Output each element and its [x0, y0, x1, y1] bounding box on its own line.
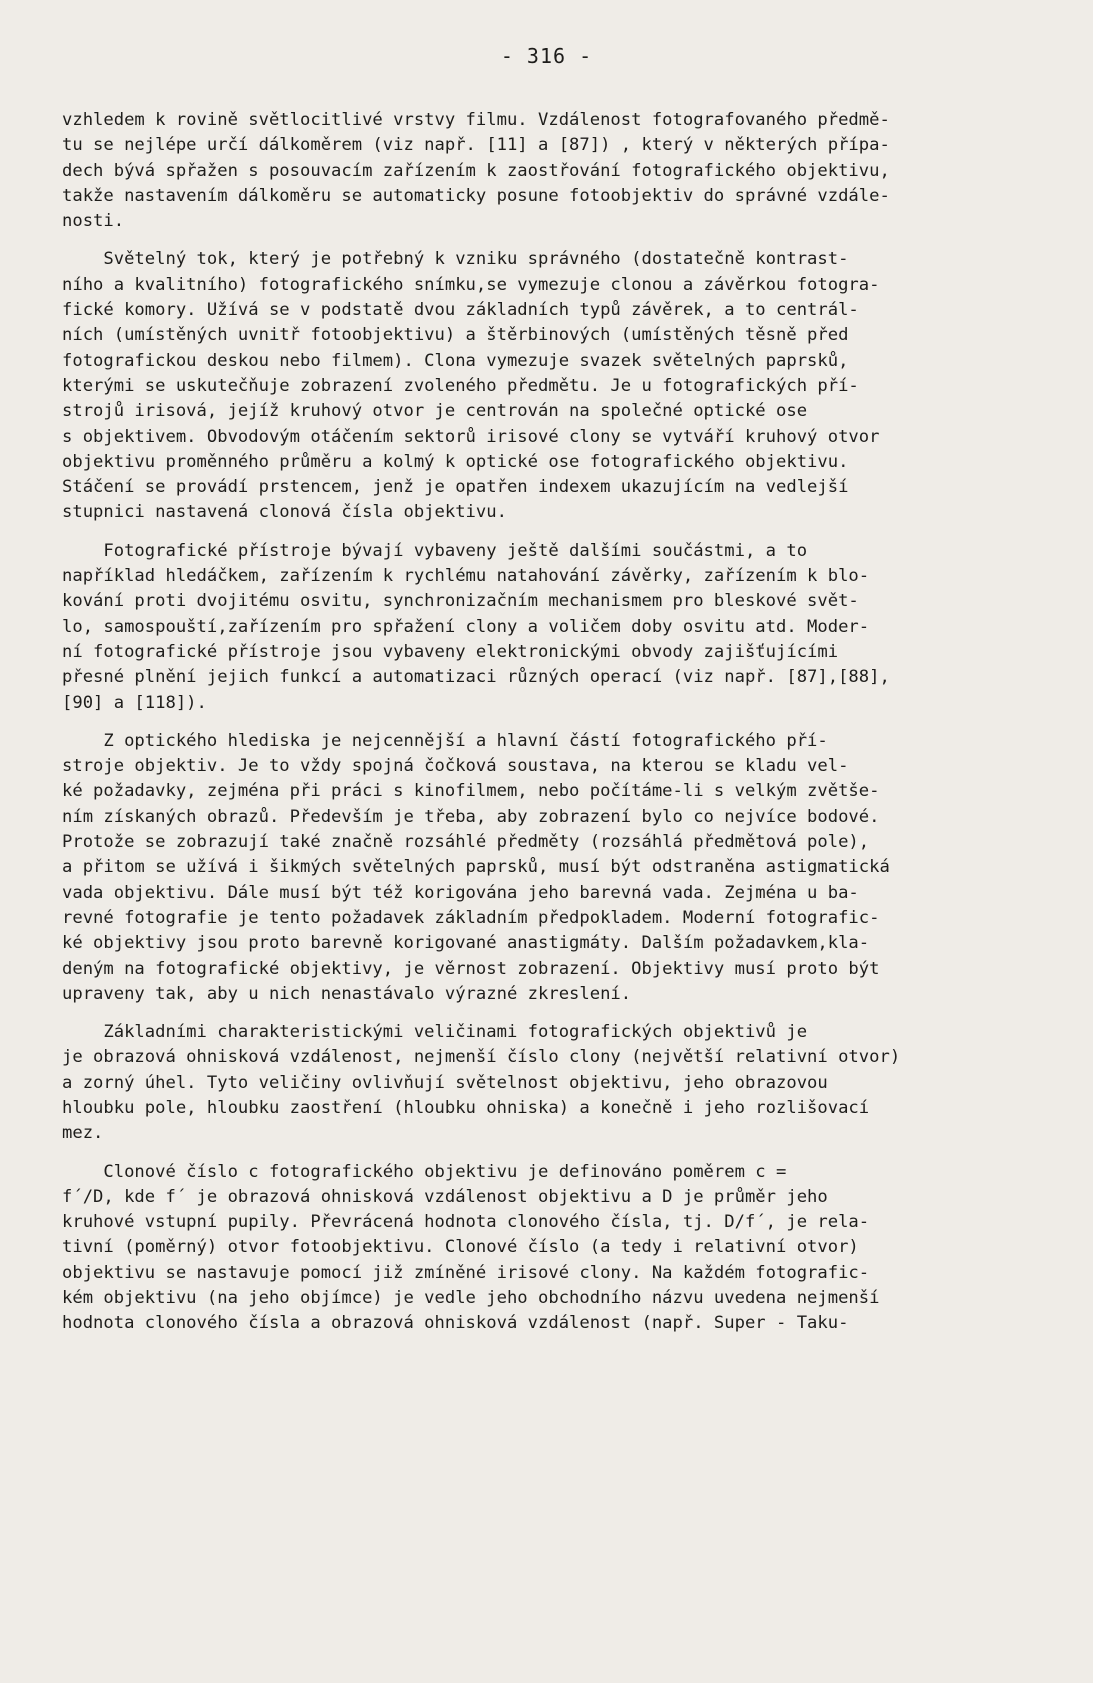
paragraph-gap [62, 1147, 1052, 1160]
text-line: fické komory. Užívá se v podstatě dvou základních typů závěrek, a to centrál- [62, 300, 859, 321]
text-line: f´/D, kde f´ je obrazová ohnisková vzdálenost objektivu a D je průměr jeho [62, 1186, 828, 1207]
text-line: ním získaných obrazů. Především je třeba, aby zobrazení bylo co nejvíce bodové. [62, 806, 880, 827]
text-line: s objektivem. Obvodovým otáčením sektorů irisové clony se vytváří kruhový otvor [62, 426, 880, 447]
text-line: Fotografické přístroje bývají vybaveny ještě dalšími součástmi, a to [62, 540, 808, 561]
text-line: ké objektivy jsou proto barevně korigované anastigmáty. Dalším požadavkem,kla- [62, 933, 870, 954]
text-line: ké požadavky, zejména při práci s kinofilmem, nebo počítáme-li s velkým zvětše- [62, 781, 880, 802]
text-line: přesné plnění jejich funkcí a automatizaci různých operací (viz např. [87],[88], [62, 667, 890, 688]
text-line: Z optického hlediska je nejcennější a hlavní částí fotografického pří- [62, 730, 828, 751]
body-text [62, 108, 1052, 1337]
page-number: - 316 - [500, 44, 593, 68]
text-line: kém objektivu (na jeho objímce) je vedle jeho obchodního názvu uvedena nejmenší [62, 1288, 880, 1309]
paragraph-gap [62, 526, 1052, 539]
text-line: kruhové vstupní pupily. Převrácená hodnota clonového čísla, tj. D/f´, je rela- [62, 1212, 870, 1233]
paragraph [62, 1020, 1052, 1146]
text-line: hodnota clonového čísla a obrazová ohnisková vzdálenost (např. Super - Taku- [62, 1313, 849, 1334]
text-line: je obrazová ohnisková vzdálenost, nejmenší číslo clony (největší relativní otvor) [62, 1047, 901, 1068]
text-line: Stáčení se provádí prstencem, jenž je opatřen indexem ukazujícím na vedlejší [62, 477, 849, 498]
text-line: tivní (poměrný) otvor fotoobjektivu. Clonové číslo (a tedy i relativní otvor) [62, 1237, 859, 1258]
text-line: kterými se uskutečňuje zobrazení zvoleného předmětu. Je u fotografických pří- [62, 375, 859, 396]
paragraph [62, 1160, 1052, 1337]
text-line: upraveny tak, aby u nich nenastávalo výrazné zkreslení. [62, 983, 632, 1004]
text-line: a přitom se užívá i šikmých světelných paprsků, musí být odstraněna astigmatická [62, 857, 890, 878]
paragraph-gap [62, 1007, 1052, 1020]
text-line: fotografickou deskou nebo filmem). Clona vymezuje svazek světelných paprsků, [62, 350, 849, 371]
text-line: objektivu proměnného průměru a kolmý k optické ose fotografického objektivu. [62, 451, 849, 472]
text-line: ní fotografické přístroje jsou vybaveny elektronickými obvody zajišťujícími [62, 641, 839, 662]
paragraph [62, 108, 1052, 234]
paragraph [62, 539, 1052, 716]
text-line: Základními charakteristickými veličinami fotografických objektivů je [62, 1022, 808, 1043]
text-line: takže nastavením dálkoměru se automaticky posune fotoobjektiv do správné vzdále- [62, 185, 890, 206]
text-line: objektivu se nastavuje pomocí již zmíněné irisové clony. Na každém fotografic- [62, 1262, 870, 1283]
text-line: revné fotografie je tento požadavek základním předpokladem. Moderní fotografic- [62, 907, 880, 928]
text-line: tu se nejlépe určí dálkoměrem (viz např. [11] a [87]) , který v některých přípa- [62, 135, 890, 156]
text-line: vzhledem k rovině světlocitlivé vrstvy filmu. Vzdálenost fotografovaného předmě- [62, 110, 890, 130]
text-line: mez. [62, 1123, 104, 1144]
text-line: Protože se zobrazují také značně rozsáhlé předměty (rozsáhlá předmětová pole), [62, 832, 870, 853]
paragraph-gap [62, 716, 1052, 729]
text-line: například hledáčkem, zařízením k rychlému natahování závěrky, zařízením k blo- [62, 566, 870, 587]
text-line: ního a kvalitního) fotografického snímku,se vymezuje clonou a závěrkou fotogra- [62, 274, 880, 295]
paragraph [62, 729, 1052, 1007]
text-line: kování proti dvojitému osvitu, synchronizačním mechanismem pro bleskové svět- [62, 591, 859, 612]
text-line: ních (umístěných uvnitř fotoobjektivu) a štěrbinových (umístěných těsně před [62, 325, 849, 346]
text-line: [90] a [118]). [62, 692, 207, 713]
text-line: Clonové číslo c fotografického objektivu je definováno poměrem c = [62, 1161, 787, 1182]
text-line: hloubku pole, hloubku zaostření (hloubku ohniska) a konečně i jeho rozlišovací [62, 1097, 870, 1118]
text-line: stroje objektiv. Je to vždy spojná čočková soustava, na kterou se kladu vel- [62, 756, 849, 777]
paragraph [62, 247, 1052, 525]
text-line: nosti. [62, 211, 125, 232]
text-line: a zorný úhel. Tyto veličiny ovlivňují světelnost objektivu, jeho obrazovou [62, 1072, 828, 1093]
text-line: vada objektivu. Dále musí být též korigována jeho barevná vada. Zejména u ba- [62, 882, 859, 903]
paragraph-gap [62, 234, 1052, 247]
text-line: dech bývá spřažen s posouvacím zařízením k zaostřování fotografického objektivu, [62, 160, 890, 181]
text-line: lo, samospouští,zařízením pro spřažení clony a voličem doby osvitu atd. Moder- [62, 616, 870, 637]
text-line: strojů irisová, jejíž kruhový otvor je centrován na společné optické ose [62, 401, 808, 422]
text-line: deným na fotografické objektivy, je věrnost zobrazení. Objektivy musí proto být [62, 958, 880, 979]
text-line: stupnici nastavená clonová čísla objektivu. [62, 502, 507, 523]
text-line: Světelný tok, který je potřebný k vzniku správného (dostatečně kontrast- [62, 249, 849, 270]
